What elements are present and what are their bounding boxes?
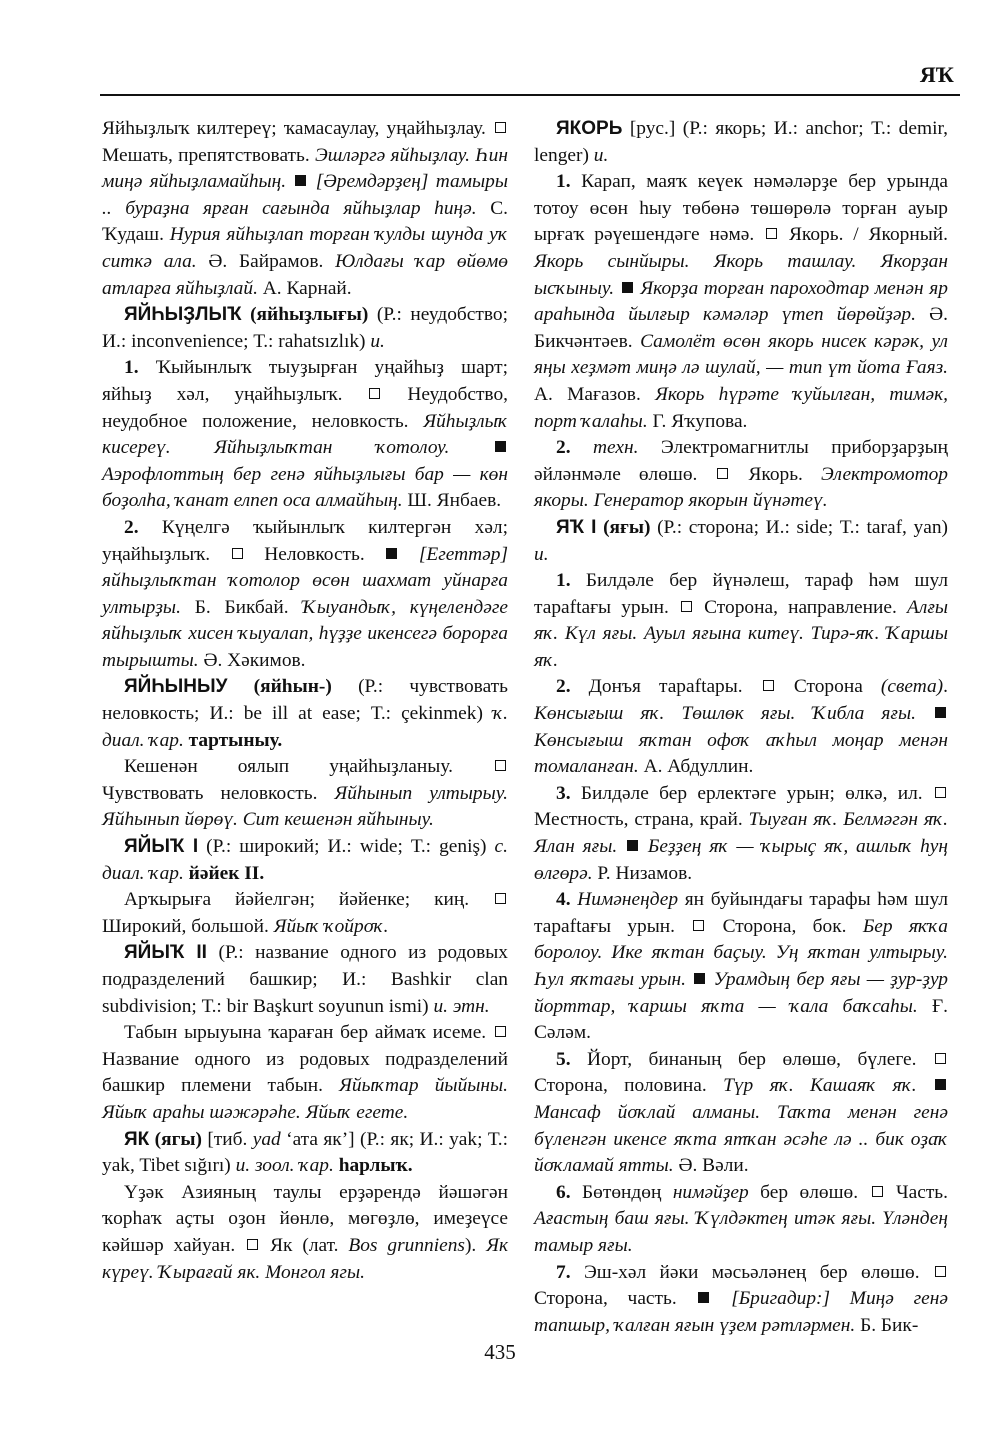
bold-text: 3. xyxy=(556,782,571,804)
text-run: Мешать, препятствовать. xyxy=(102,144,316,166)
headword: ЯК xyxy=(124,1128,150,1150)
text-run: Йорт, бинаның бер өлөшө, бүлеге. xyxy=(570,1048,933,1070)
italic-example: Юлдағы ҡар өйөмө атларға яйһыҙлай. xyxy=(102,250,508,299)
white-square-icon xyxy=(232,548,243,559)
italic-example: с. диал. ҡар. xyxy=(102,836,508,884)
italic-example: и. xyxy=(370,330,385,352)
bold-text: 1. xyxy=(556,570,571,592)
text-run: А. Карнай. xyxy=(257,277,352,299)
text-run: Үҙәк Азияның таулы ерҙәрендә йәшәгән ҡорһаҡ аҫты оҙон йөнлө, мөгөҙлө, имеҙеүсе кәйшәр хайуан. xyxy=(102,1181,508,1256)
black-square-icon xyxy=(935,707,946,718)
italic-example: Яйһыҙлыҡ кисереү. Яйһыҙлыҡтан ҡотолоу. xyxy=(102,410,508,459)
headword: ЯКОРЬ xyxy=(556,118,623,139)
text-run: Якорь. / Якорный. xyxy=(779,224,948,246)
dictionary-paragraph xyxy=(102,754,508,834)
italic-example: нимәйҙер xyxy=(672,1181,749,1203)
guide-word: ЯҠ xyxy=(919,62,954,87)
dictionary-paragraph xyxy=(534,674,948,780)
headword: ЯЙЫҠ I xyxy=(124,836,199,858)
right-column xyxy=(534,116,948,1339)
text-run: Широкий, большой. xyxy=(102,915,274,937)
white-square-icon xyxy=(766,228,777,239)
text-run: (Р.: неудобство; И.: inconvenience; Т.: rahatsızlık) xyxy=(102,304,508,352)
bold-text: тартыныу. xyxy=(183,729,283,751)
italic-example: Нурия яйһыҙлап торған ҡулды шунда уҡ ситкә ала. xyxy=(102,224,508,272)
black-square-icon xyxy=(627,840,638,851)
dictionary-paragraph xyxy=(102,302,508,355)
dictionary-paragraph xyxy=(534,781,948,887)
italic-example: Алғы яҡ. Күл яғы. Ауыл яғына китеү. Тирә-яҡ. Ҡаршы яҡ. xyxy=(534,596,949,671)
text-run: (Р.: широкий; И.: wide; Т.: geniş) xyxy=(198,836,495,858)
text-run: Электромагнитлы приборҙарҙың әйләнмәле өлөшө. xyxy=(534,437,948,485)
text-run: Сторона, половина. xyxy=(534,1075,724,1097)
white-square-icon xyxy=(681,601,692,612)
text-run: Кешенән оялып уңайһыҙланыу. xyxy=(124,756,493,778)
text-run: Неловкость. xyxy=(244,543,385,565)
italic-example: yad xyxy=(252,1128,281,1150)
text-run: [рус.] (Р.: якорь; И.: anchor; Т.: demir, lenger) xyxy=(534,118,948,166)
text-run: (Р.: сторона; И.: side; Т.: taraf, yan) xyxy=(650,516,948,538)
dictionary-paragraph xyxy=(534,169,948,435)
text-run: Сторона, часть. xyxy=(534,1288,697,1310)
italic-example: и. xyxy=(593,144,609,166)
text-run: Якорь. xyxy=(730,463,821,485)
black-square-icon xyxy=(935,1079,946,1090)
italic-example: Бер яҡҡа боролоу. Ике яҡтан баҫыу. Уң яҡтан ултырыу. Һул яҡтағы урын. xyxy=(534,915,949,990)
text-run: Ҡыйынлыҡ тыуҙырған уңайһыҙ шарт; яйһыҙ хәл, уңайһыҙлыҡ. xyxy=(102,357,508,405)
bold-text: (яйһын-) xyxy=(227,676,332,698)
dictionary-paragraph xyxy=(534,568,948,674)
italic-example: техн. xyxy=(570,437,639,459)
italic-example: Ҡыуандыҡ, күңелендәге яйһыҙлыҡ хисен ҡыуалап, һүҙҙе икенсегә борорға тырышты. xyxy=(102,596,508,671)
dictionary-paragraph xyxy=(534,1180,948,1260)
text-run: Сторона xyxy=(775,676,881,698)
text-run: А. Мағазов. xyxy=(534,383,656,405)
text-run: Неудобство, неудобное положение, неловкость. xyxy=(102,383,508,432)
text-run: Г. Яҡупова. xyxy=(647,410,748,432)
dictionary-paragraph xyxy=(102,515,508,675)
dictionary-paragraph xyxy=(534,1260,948,1340)
text-run: Б. Бикбай. xyxy=(180,596,303,618)
bold-text: 5. xyxy=(556,1048,571,1070)
text-run: ‘ата як’] (Р.: як; И.: yak; Т.: yak, Tibet sığırı) xyxy=(102,1128,508,1177)
italic-example: Мансаф йоҡлай алманы. Таҡта менән генә бүленгән икенсе яҡта ятҡан әсәһе лә .. бик оҙаҡ йоҡламай ятты. xyxy=(534,1101,948,1177)
text-run: Билдәле бер ерлектәге урын; өлкә, ил. xyxy=(570,782,933,804)
dictionary-paragraph xyxy=(534,515,948,568)
italic-example: Як күреү. Ҡырағай як. Монгол ягы. xyxy=(102,1234,509,1283)
white-square-icon xyxy=(717,468,728,479)
italic-example: и. этн. xyxy=(433,995,490,1017)
dictionary-paragraph xyxy=(534,1047,948,1180)
italic-example: Якорҙа торған пароходтар менән яр араһында йылғыр кәмәләр үтеп йөрөйҙәр. xyxy=(534,277,948,326)
text-run: Ғ. Сәләм. xyxy=(534,995,949,1044)
bold-text: йәйек II. xyxy=(183,862,265,884)
text-run: Арҡырыға йәйелгән; йәйенке; киң. xyxy=(124,889,493,911)
text-run: ян буйындағы тарафы һәм шул тараftағы урын. xyxy=(534,889,948,937)
italic-example: Якорь һүрәте ҡуйылған, тимәк, порт ҡалаһы. xyxy=(534,383,949,432)
bold-text: (яйһыҙлығы) xyxy=(241,304,369,326)
white-square-icon xyxy=(935,1053,946,1064)
headword: ЯЙҺЫҘЛЫҠ xyxy=(124,304,242,326)
dictionary-paragraph xyxy=(534,887,948,1047)
bold-text: 2. xyxy=(556,676,571,698)
text-run: Ә. Хәкимов. xyxy=(198,649,306,671)
bold-text: 6. xyxy=(556,1181,571,1203)
bold-text: (ягы) xyxy=(149,1128,202,1150)
italic-example: и. зоол. ҡар. xyxy=(235,1155,334,1177)
italic-example: Якорь сынйыры. Якорь ташлау. Якорҙан ысҡыныу. xyxy=(534,250,948,299)
text-run: Як (лат. xyxy=(260,1234,349,1256)
bold-text: 1. xyxy=(124,357,139,379)
text-run: ). xyxy=(464,1234,487,1256)
white-square-icon xyxy=(935,1266,946,1277)
bold-text: 2. xyxy=(556,437,571,459)
header-rule xyxy=(100,94,960,96)
text-run: Б. Бик- xyxy=(855,1314,919,1336)
dictionary-paragraph xyxy=(102,1127,508,1180)
dictionary-paragraph xyxy=(534,435,948,515)
italic-example: Яйыҡтар йыйыны. Яйыҡ араһы шәжәрәһе. Яйыҡ егете. xyxy=(102,1075,508,1123)
italic-example: Электромотор якоры. Генератор якорын йүнәтеү. xyxy=(534,463,948,512)
black-square-icon xyxy=(694,973,705,984)
text-run: бер өлөшө. xyxy=(748,1181,870,1203)
black-square-icon xyxy=(386,548,397,559)
white-square-icon xyxy=(693,920,704,931)
italic-example: [Әремдәрҙең] тамыры .. бураҙна ярған сағында яйһыҙлар һиңә. xyxy=(102,171,508,219)
text-run: Р. Низамов. xyxy=(592,862,693,884)
italic-example: ҡ. диал. ҡар. xyxy=(102,703,508,751)
bold-text: 2. xyxy=(124,516,139,538)
italic-example: [Бригадир:] Миңә генә тапшыр, ҡалған яғын үҙем рәтләрмен. xyxy=(534,1288,949,1336)
italic-example: Яйыҡ ҡойроҡ. xyxy=(273,915,389,937)
black-square-icon xyxy=(495,441,506,452)
text-run: Ә. Бикчәнтәев. xyxy=(534,304,948,352)
bold-text: 1. xyxy=(556,171,571,193)
text-run: Сторона, бок. xyxy=(706,915,863,937)
dictionary-paragraph xyxy=(102,887,508,940)
black-square-icon xyxy=(622,282,633,293)
bold-text: 4. xyxy=(556,889,571,911)
text-run: Табын ырыуына ҡараған бер аймаҡ исеме. xyxy=(124,1022,493,1044)
dictionary-paragraph xyxy=(102,940,508,1020)
text-run: (Р.: название одного из родовых подразделений башкир; И.: Bashkir clan subdivision; Т.: bir Başkurt soyunun ismi) xyxy=(102,942,508,1017)
bold-text: 7. xyxy=(556,1261,571,1283)
dictionary-paragraph xyxy=(102,116,508,302)
text-run: А. Абдуллин. xyxy=(638,756,754,778)
text-run: Название одного из родовых подразделений башкир племени табын. xyxy=(102,1048,508,1097)
italic-example: [Егеттәр] яйһыҙлыҡтан ҡотолор өсөн шахмат уйнарға ултырҙы. xyxy=(102,543,508,618)
bold-text: һарлыҡ. xyxy=(333,1155,413,1177)
italic-example: Урамдың бер яғы — ҙур-ҙур йорттар, ҡаршы яҡта — ҡала баҡсаһы. xyxy=(534,969,948,1017)
black-square-icon xyxy=(295,175,306,186)
white-square-icon xyxy=(872,1186,883,1197)
text-run: Местность, страна, край. xyxy=(534,809,749,831)
dictionary-paragraph xyxy=(102,834,508,887)
text-run: Карап, маяҡ кеүек нәмәләрҙе бер урында тотоу өсөн һыу төбөнә төшөрөлә торған ауыр ырғаҡ рәүешендәге нәмә. xyxy=(534,171,948,246)
text-run: Ә. Байрамов. xyxy=(196,250,336,272)
headword: ЯҠ I xyxy=(556,516,597,538)
text-run: Күңелгә ҡыйынлыҡ килтергән хәл; уңайһыҙлыҡ. xyxy=(102,516,508,565)
dictionary-paragraph xyxy=(102,355,508,515)
text-run: Донъя тараftары. xyxy=(570,676,761,698)
italic-example: Bos grunniens xyxy=(348,1234,465,1256)
text-run: Ә. Вәли. xyxy=(673,1155,749,1177)
text-run: Эш-хәл йәки мәсьәләнең бер өлөшө. xyxy=(570,1261,933,1283)
dictionary-paragraph xyxy=(102,674,508,754)
dictionary-paragraph xyxy=(102,1180,508,1286)
italic-example: Түр яҡ. Кашаяҡ яҡ. xyxy=(723,1075,933,1097)
italic-example: Яйһынып ултырыу. Яйһынып йөрөү. Сит кешенән яйһыныу. xyxy=(102,782,508,831)
italic-example: Көнсығыш яҡ. Төшлөк яғы. Ҡибла яғы. xyxy=(534,703,933,725)
white-square-icon xyxy=(495,1026,506,1037)
white-square-icon xyxy=(763,680,774,691)
dictionary-paragraph xyxy=(102,1020,508,1126)
italic-example: Аэрофлоттың бер генә яйһыҙлығы бар — көн боҙолһа, ҡанат елпеп оса алмайһың. xyxy=(102,463,508,512)
text-run: Чувствовать неловкость. xyxy=(102,782,335,804)
text-run: Билдәле бер йүнәлеш, тараф һәм шул тараftағы урын. xyxy=(534,570,948,618)
text-run: . xyxy=(943,676,948,698)
italic-example: Эшләргә яйһыҙлау. Һин миңә яйһыҙламайһың. xyxy=(102,144,508,193)
italic-example: (света) xyxy=(880,676,944,698)
white-square-icon xyxy=(495,760,506,771)
left-column xyxy=(102,116,508,1286)
black-square-icon xyxy=(698,1292,709,1303)
text-run: Часть. xyxy=(884,1181,948,1203)
page-number: 435 xyxy=(484,1340,516,1364)
white-square-icon xyxy=(247,1239,258,1250)
text-run: (Р.: чувствовать неловкость; И.: be ill at ease; Т.: çekinmek) xyxy=(102,676,509,725)
text-run: С. Ҡудаш. xyxy=(102,197,508,246)
white-square-icon xyxy=(935,787,946,798)
text-run: Сторона, направление. xyxy=(693,596,908,618)
text-run: Бөтөндөң xyxy=(570,1181,673,1203)
italic-example: Беҙҙең яҡ — ҡырыҫ яҡ, ашлыҡ һуң өлгөрә. xyxy=(534,836,948,884)
white-square-icon xyxy=(495,122,506,133)
headword: ЯЙЫҠ II xyxy=(124,942,207,964)
italic-example: Самолёт өсөн якорь нисек кәрәк, ул яңы хеҙмәт миңә лә шулай, — тип үт йота Ғаяз. xyxy=(534,330,948,379)
italic-example: Ағастың баш яғы. Ҡүлдәктең итәк яғы. Үләндең тамыр яғы. xyxy=(534,1208,948,1256)
text-run: [тиб. xyxy=(201,1128,253,1150)
italic-example: Нимәнеңдер xyxy=(570,889,679,911)
dictionary-paragraph xyxy=(534,116,948,169)
white-square-icon xyxy=(495,893,506,904)
italic-example: Тыуған яҡ. Белмәгән яҡ. Ялан яғы. xyxy=(534,809,948,858)
white-square-icon xyxy=(369,388,380,399)
italic-example: Көнсығыш яҡтан офоҡ аҡһыл моңар менән томаланған. xyxy=(534,729,948,778)
italic-example: и. xyxy=(534,543,549,565)
headword: ЯЙҺЫНЫУ xyxy=(124,676,228,698)
text-run: Яйһыҙлыҡ килтереү; ҡамасаулау, уңайһыҙлау. xyxy=(102,118,493,139)
bold-text: (яғы) xyxy=(596,516,651,538)
text-run: Ш. Янбаев. xyxy=(402,490,502,512)
